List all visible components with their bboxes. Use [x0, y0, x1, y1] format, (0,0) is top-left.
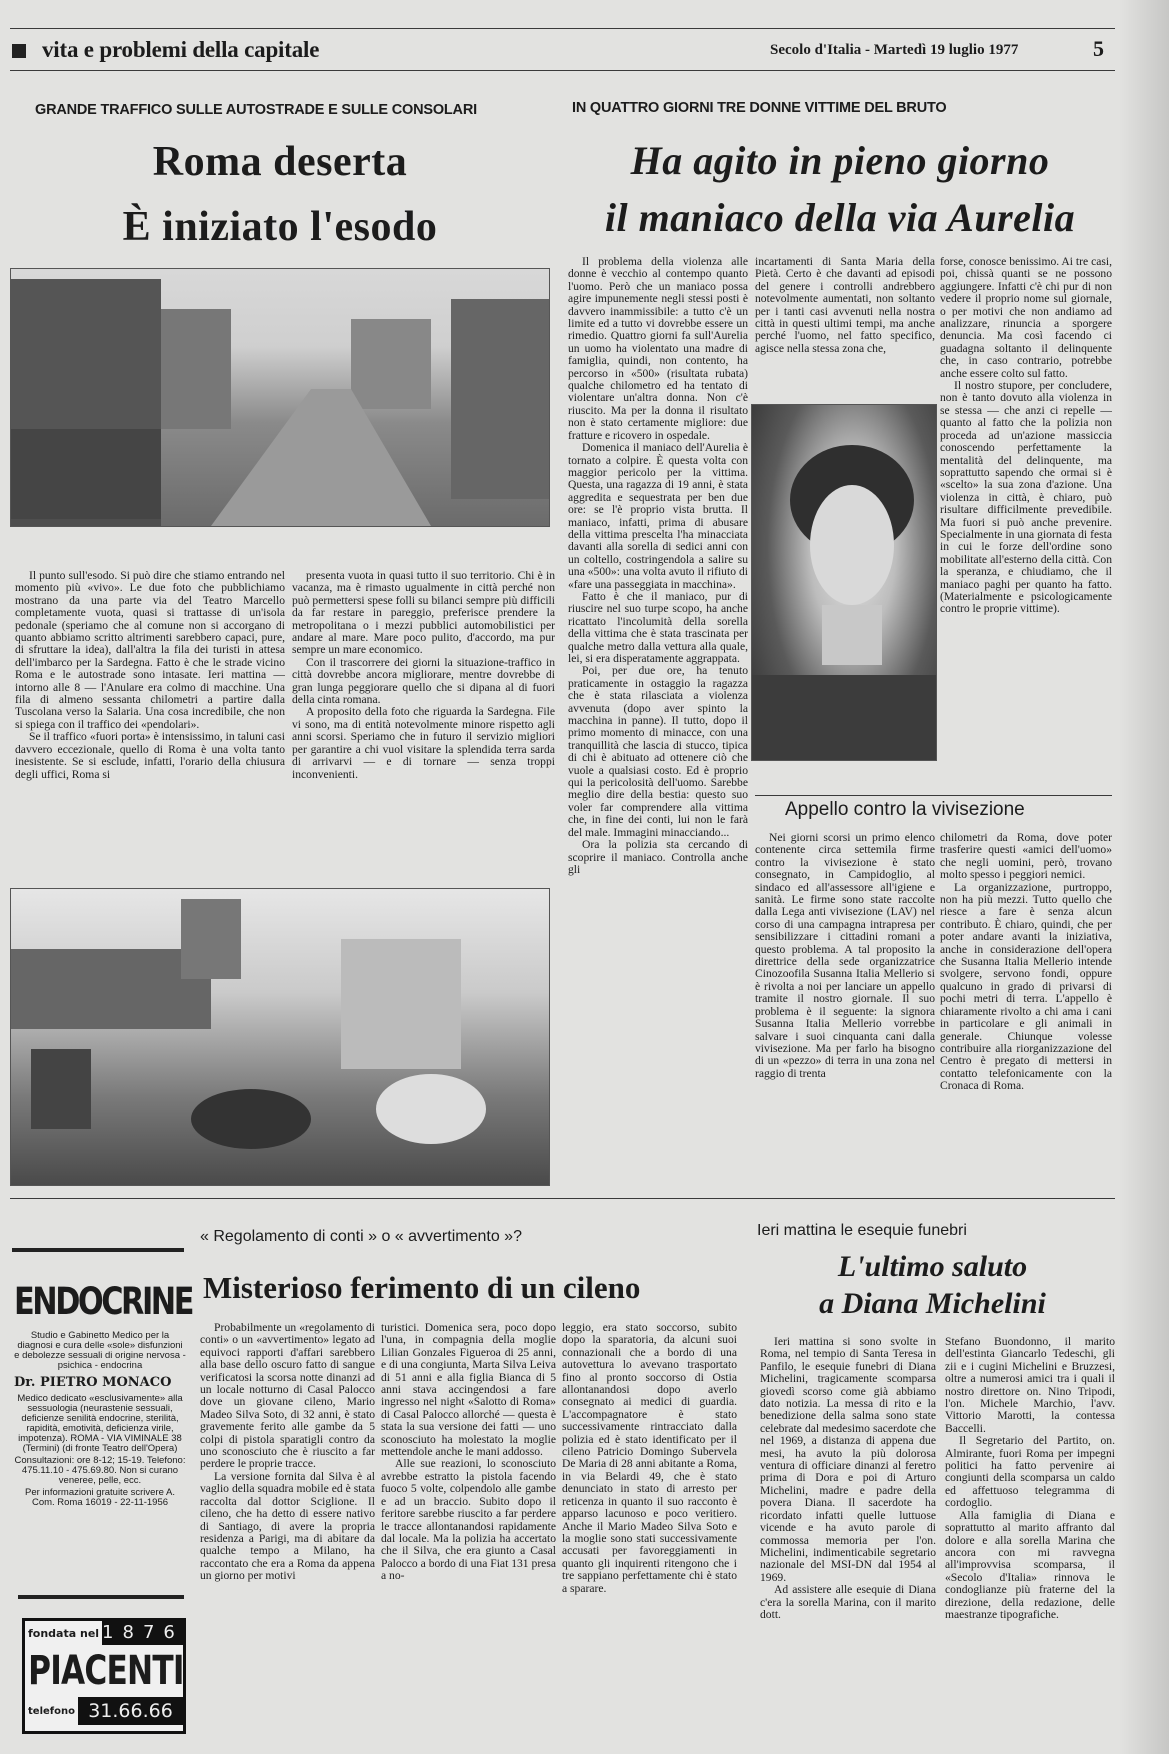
ad-piacenti-name: PIACENTI — [28, 1648, 184, 1694]
ad-rule-2 — [18, 1595, 184, 1599]
vivisezione-col-1: Nei giorni scorsi un primo elenco contenente circa settemila firme contro la vivisezione è stato consegnato, in Campidoglio, al sindaco ed all'assessore all'igiene e sanità. Le firme sono state raccolte dalla Lega anti vivisezione (LAV) nel corso di una campagna intrapresa per sensibilizzare i cittadini romani a questo problema. A tal proposito la direttrice della sede organizzatrice Cinozoofila Susanna Italia Mellerio si è rivolta a noi per lanciare un appello tramite il nostro giornale. Il suo problema è il seguente: la signora Susanna Italia Mellerio vorrebbe salvare i suoi cinquanta cani dalla vivisezione. Ma per farlo ha bisogno di un «pezzo» di terra in una zona nel raggio di trenta — [755, 832, 935, 1080]
maniaco-col-2: incartamenti di Santa Maria della Pietà. Certo è che davanti ad episodi del genere i controlli andrebbero notevolmente aumentati, non soltanto per i tanti casi avvenuti nella nostra città in questi ultimi tempi, ma anche perché l'uomo, nel fatto specifico, agisce nella stessa zona che, — [755, 256, 935, 355]
vivisezione-col-2: chilometri da Roma, dove poter trasferire questi «amici dell'uomo» che negli uomini, però, trovano molto spesso i peggiori nemici. La organizzazione, purtroppo, non ha più mezzi. Tutto quello che riesce a fare è senza alcun contributo. È chiaro, quindi, che per poter andare avanti la iniziativa, anche in considerazione dell'opera che Susanna Italia Mellerio intende svolgere, servono fondi, oppure qualcuno in grado di privarsi di pochi metri di terra. L'appello è chiaramente rivolto a chi ama i cani in particolare e gli animali in generale. Chiunque volesse contribuire alla riorganizzazione del Centro è pregato di mettersi in contatto telefonicamente con la Cronaca di Roma. — [940, 832, 1112, 1093]
esodo-kicker: GRANDE TRAFFICO SULLE AUTOSTRADE E SULLE CONSOLARI — [35, 102, 477, 118]
ad-endocrine-doctor: Dr. PIETRO MONACO — [14, 1375, 172, 1390]
queue-illustration — [11, 889, 549, 1185]
cileno-col-3: leggio, era stato soccorso, subito dopo la sparatoria, da alcuni suoi connazionali che a bordo di una autovettura lo avevano trasportato fino al pronto soccorso di Ostia allontanandosi dopo averlo consegnato ai medici di guardia. L'accompagnatore è stato successivamente rintracciato dalla polizia ed è stato identificato per il cileno Patricio Domingo Subervela De Maria di 28 anni abitante a Roma, in via Belardi 49, che è stato denunciato in stato di arresto per reticenza in quanto il suo racconto è apparso lacunoso e poco veritiero. Anche il Mario Madeo Silva Soto e la moglie sono stati successivamente accusati per favoreggiamenti in quanto gli inquirenti ritengono che i tre sappiano perfettamente chi è stato a sparare. — [562, 1322, 737, 1595]
top-rule — [10, 28, 1115, 29]
fold-rule — [10, 1198, 1115, 1199]
photo-empty-street — [10, 268, 550, 527]
ad-endocrine-body: Medico dedicato «esclusivamente» alla sessuologia (neurastenie sessuali, deficienze senilità endocrine, sterilità, rapidità, emotività, deficienza virile, impotenza). ROMA - VIA VIMINALE 38 (Termini) (di fronte Teatro dell'Opera) — [17, 1393, 183, 1454]
ad-endocrine-footer: Per informazioni gratuite scrivere A. Com. Roma 16019 - 22-11-1956 — [25, 1487, 175, 1508]
maniaco-headline-1: Ha agito in pieno giorno — [630, 138, 1050, 183]
ad-rule — [12, 1248, 184, 1252]
maniaco-col-3: forse, conosce benissimo. Ai tre casi, poi, chissà quanti se ne possono aggiungere. Infatti c'è chi pur di non vedere il proprio nome sul giornale, o per motivi che non andiamo ad analizzare, rinuncia a sporgere denuncia. Ma così facendo ci guadagna soltanto il delinquente che, in caso contrario, potrebbe anche essere colto sul fatto. Il nostro stupore, per concludere, non è tanto dovuto alla violenza in se stessa — che anzi ci repelle — quanto al fatto che la polizia non proceda ad un'azione massiccia conoscendo perfettamente la mentalità del delinquente, ma soprattutto sapendo che ormai si è «scelto» la sua zona d'azione. Una violenza in città, è chiaro, può risultare difficilmente prevedibile. Ma fuori si può anche prevenire. Specialmente in una giornata di festa in cui le forze dell'ordine sono mobilitate all'esterno della città. Con la speranza, e chiudiamo, che il maniaco paghi per quanto ha fatto. (Materialmente e psicologicamente contro le proprie vittime). — [940, 256, 1112, 616]
esodo-col-2: presenta vuota in quasi tutto il suo territorio. Chi è in vacanza, ma è rimasto ugualmente in città perché non può permettersi spese folli su bilanci sempre più difficili da far restare in pareggio, preferisce prendere la metropolitana o i mezzi pubblici automobilistici per andare al mare. Mare poco pulito, d'accordo, ma pur sempre un mare economico. Con il trascorrere dei giorni la situazione-traffico in città dovrebbe ancora migliorare, mentre dovrebbe di gran lunga peggiorare quello che si dipana al di fuori della cinta romana. A proposito della foto che riguarda la Sardegna. File vi sono, ma di entità notevolmente minore rispetto agli anni scorsi. Speriamo che in futuro il servizio migliori per garantire a chi vuol visitare la splendida terra sarda di arrivarvi — e di tornare — senza troppi inconvenienti. — [292, 570, 555, 781]
section-square-icon — [12, 44, 26, 58]
ad-endocrine-title: ENDOCRINE — [14, 1280, 192, 1323]
cileno-headline: Misterioso ferimento di un cileno — [203, 1270, 641, 1305]
cileno-kicker: « Regolamento di conti » o « avvertimento »? — [200, 1228, 522, 1245]
section-title: vita e problemi della capitale — [42, 37, 320, 62]
maniaco-kicker: IN QUATTRO GIORNI TRE DONNE VITTIME DEL BRUTO — [572, 100, 947, 116]
esodo-col-1: Il punto sull'esodo. Si può dire che stiamo entrando nel momento più «vivo». Le due foto che pubblichiamo mostrano da una parte via del Teatro Marcello completamente vuota, quasi si trattasse di un'isola pedonale (speriamo che al comune non si accorgano di quanto abbiamo scritto altrimenti sarebbero capaci, pure, di sfruttare la idea), dall'altra la fila dei turisti in attesa dell'imbarco per la Sardegna. Fatto è che le strade vicino Roma e le autostrade sono intasate. Ieri mattina — intorno alle 8 — l'Anulare era colmo di macchine. Una fila di almeno sessanta chilometri a partire dalla Tuscolana verso la Salaria. Una cosa incredibile, che non si spiega con il traffico dei «pendolari». Se il traffico «fuori porta» è intensissimo, in taluni casi davvero eccezionale, quello di Roma è una volta tanto inesistente. Se si esclude, infatti, l'orario della chiusura degli uffici, Roma si — [15, 570, 285, 781]
esodo-headline-1: Roma deserta — [152, 139, 408, 185]
page-number: 5 — [1093, 36, 1104, 61]
vivisezione-headline: Appello contro la vivisezione — [785, 799, 1025, 820]
ad-endocrine — [14, 1280, 192, 1508]
michelini-col-2: Stefano Buondonno, il marito dell'estinta Giancarlo Tedeschi, gli zii e i cugini Michelini e Bruzzesi, oltre a numerosi amici tra i quali il nostro direttore on. Nino Tripodi, l'on. Michele Marchio, l'avv. Vittorio Marotti, la contessa Baccelli. Il Segretario del Partito, on. Almirante, fuori Roma per impegni politici ha fatto pervenire ai congiunti della scomparsa un caldo ed affettuoso telegramma di cordoglio. Alla famiglia di Diana e soprattutto al marito affranto dal dolore e alla sorella Marina che ancora con mi ravvegna all'improvvisa scomparsa, il «Secolo d'Italia» rinnova le condoglianze più fraterne del la direzione, della redazione, delle maestranze tipografiche. — [945, 1336, 1115, 1621]
michelini-col-1: Ieri mattina si sono svolte in Roma, nel tempio di Santa Teresa in Panfilo, le esequie funebri di Diana Michelini, tragicamente scomparsa giovedì scorso come già abbiamo dato notizia. La messa di rito e la benedizione della salma sono state celebrate dal medesimo sacerdote che nel 1969, a distanza di appena due mesi, ha avuto la più dolorosa ventura di officiare dinanzi al feretro prima di Dora e poi di Arturo Michelini, madre e padre della povera Diana. Il sacerdote ha ricordato infatti quelle luttuose vicende e ha avuto parole di commossa memoria per l'on. Michelini, indimenticabile segretario nazionale del MSI-DN dal 1954 al 1969. Ad assistere alle esequie di Diana c'era la sorella Marina, con il marito dott. — [760, 1336, 936, 1621]
ad-piacenti: fondata nel 1876 PIACENTI telefono 31.66.66 — [22, 1618, 186, 1734]
masthead-rule — [10, 70, 1115, 71]
ad-endocrine-intro: Studio e Gabinetto Medico per la diagnosi e cura delle «sole» disfunzioni e debolezze sessuali di origine nervosa - psichica - endocrina — [14, 1330, 186, 1371]
michelini-kicker: Ieri mattina le esequie funebri — [757, 1222, 967, 1239]
photo-victim-portrait — [751, 404, 937, 761]
cileno-col-2: turistici. Domenica sera, poco dopo l'una, in compagnia della moglie Lilian Gonzales Figueroa di 25 anni, e di una congiunta, Marta Silva Leiva di 51 anni e alla figlia Bianca di 5 anni stava accingendosi a fare ingresso nel night «Salotto di Roma» di Casal Palocco allorché — questa è stata la sua versione dei fatti — uno sconosciuto ha molestato la moglie mettendole anche le mani addosso. Alle sue reazioni, lo sconosciuto avrebbe estratto la pistola facendo fuoco 5 volte, colpendolo alle gambe e ad un braccio. Subito dopo il feritore sarebbe riuscito a far perdere le tracce allontanandosi rapidamente dal locale. Ma la polizia ha accertato che il Silva, che era giunto a Casal Palocco a bordo di una Fiat 131 presa a no- — [381, 1322, 556, 1583]
michelini-headline-1: L'ultimo saluto — [837, 1250, 1028, 1283]
paper-date: Secolo d'Italia - Martedì 19 luglio 1977 — [770, 42, 1019, 58]
ad-piacenti-phone: 31.66.66 — [78, 1697, 183, 1725]
scan-shadow — [1119, 0, 1169, 1754]
maniaco-col-1: Il problema della violenza alle donne è vecchio al contempo quanto l'uomo. Però che un maniaco possa agire impunemente negli stessi posti è davvero inammissibile: a tutto c'è un limite ed a tutto vi dovrebbe essere un rimedio. Quattro giorni fa sull'Aurelia un uomo ha violentato una madre di famiglia, quindi, non contento, ha percorso in «500» (risultata rubata) qualche chilometro ed ha tentato di violentare un'altra donna. Non c'è riuscito. Ma per la donna il risultato non è stato certamente migliore: due fratture e ricovero in ospedale. Domenica il maniaco dell'Aurelia è tornato a colpire. È questa volta con maggior pericolo per la vittima. Questa, una ragazza di 19 anni, è stata aggredita e sequestrata per ben due ore: se l'è proprio vista brutta. Il maniaco, infatti, prima di abusare della vittima prescelta l'ha minacciata davanti alla sorella di sedici anni con un coltello, costringendola a salire su una «500»: una volta avuto il rifiuto di «fare una passeggiata in macchina». Fatto è che il maniaco, pur di riuscire nel suo turpe scopo, ha anche ricattato l'incolumità della sorella della vittima che è stata trascinata per qualche metro dalla vettura alla quale, lei, si era disperatamente aggrappata. Poi, per due ore, ha tenuto praticamente in ostaggio la ragazza che è stata rilasciata a violenza avvenuta (dopo aver spinto la macchina in panne). Il tutto, dopo il primo momento di minacce, con una tranquillità che lascia di stucco, tipica di chi è abituato ad ottenere ciò che vuole a qualsiasi costo. Ed è proprio qui la pericolosità dell'uomo. Sarebbe meglio dire della bestia: questo suo voler far comprendere alla vittima che, in fine dei conti, lui non le farà del male. Immagini minacciando... Ora la polizia sta cercando di scoprire il maniaco. Controlla anche gli — [568, 256, 748, 876]
ad-endocrine-hours: Consultazioni: ore 8-12; 15-19. Telefono: 475.11.10 - 475.69.80. Non si curano veneree, pelle, ecc. — [14, 1455, 186, 1486]
cileno-col-1: Probabilmente un «regolamento di conti» o un «avvertimento» legato ad equivoci rapporti d'affari sarebbero alla base dello oscuro fatto di sangue verificatosi la scorsa notte dinanzi ad un locale notturno di Casal Palocco dove un giovane cileno, Mario Madeo Silva Soto, di 32 anni, è stato gravemente ferito alle gambe da 5 colpi di pistola sparatigli contro da uno sconosciuto che è riuscito a far perdere le proprie tracce. La versione fornita dal Silva è al vaglio della squadra mobile ed è stata raccolta dal dottor Sciglione. Il cileno, che ha detto di essere nativo di Santiago, di avere la propria residenza a Parigi, ma di abitare da qualche tempo a Milano, ha raccontato che era a Roma da appena un giorno per motivi — [200, 1322, 375, 1583]
street-illustration — [11, 269, 549, 526]
maniaco-headline-2: il maniaco della via Aurelia — [604, 195, 1076, 240]
portrait-illustration — [752, 405, 936, 760]
esodo-headline-2: È iniziato l'esodo — [122, 204, 438, 250]
michelini-headline-2: a Diana Michelini — [819, 1287, 1046, 1320]
vivisezione-rule — [755, 795, 1112, 796]
photo-sardinia-queue — [10, 888, 550, 1186]
